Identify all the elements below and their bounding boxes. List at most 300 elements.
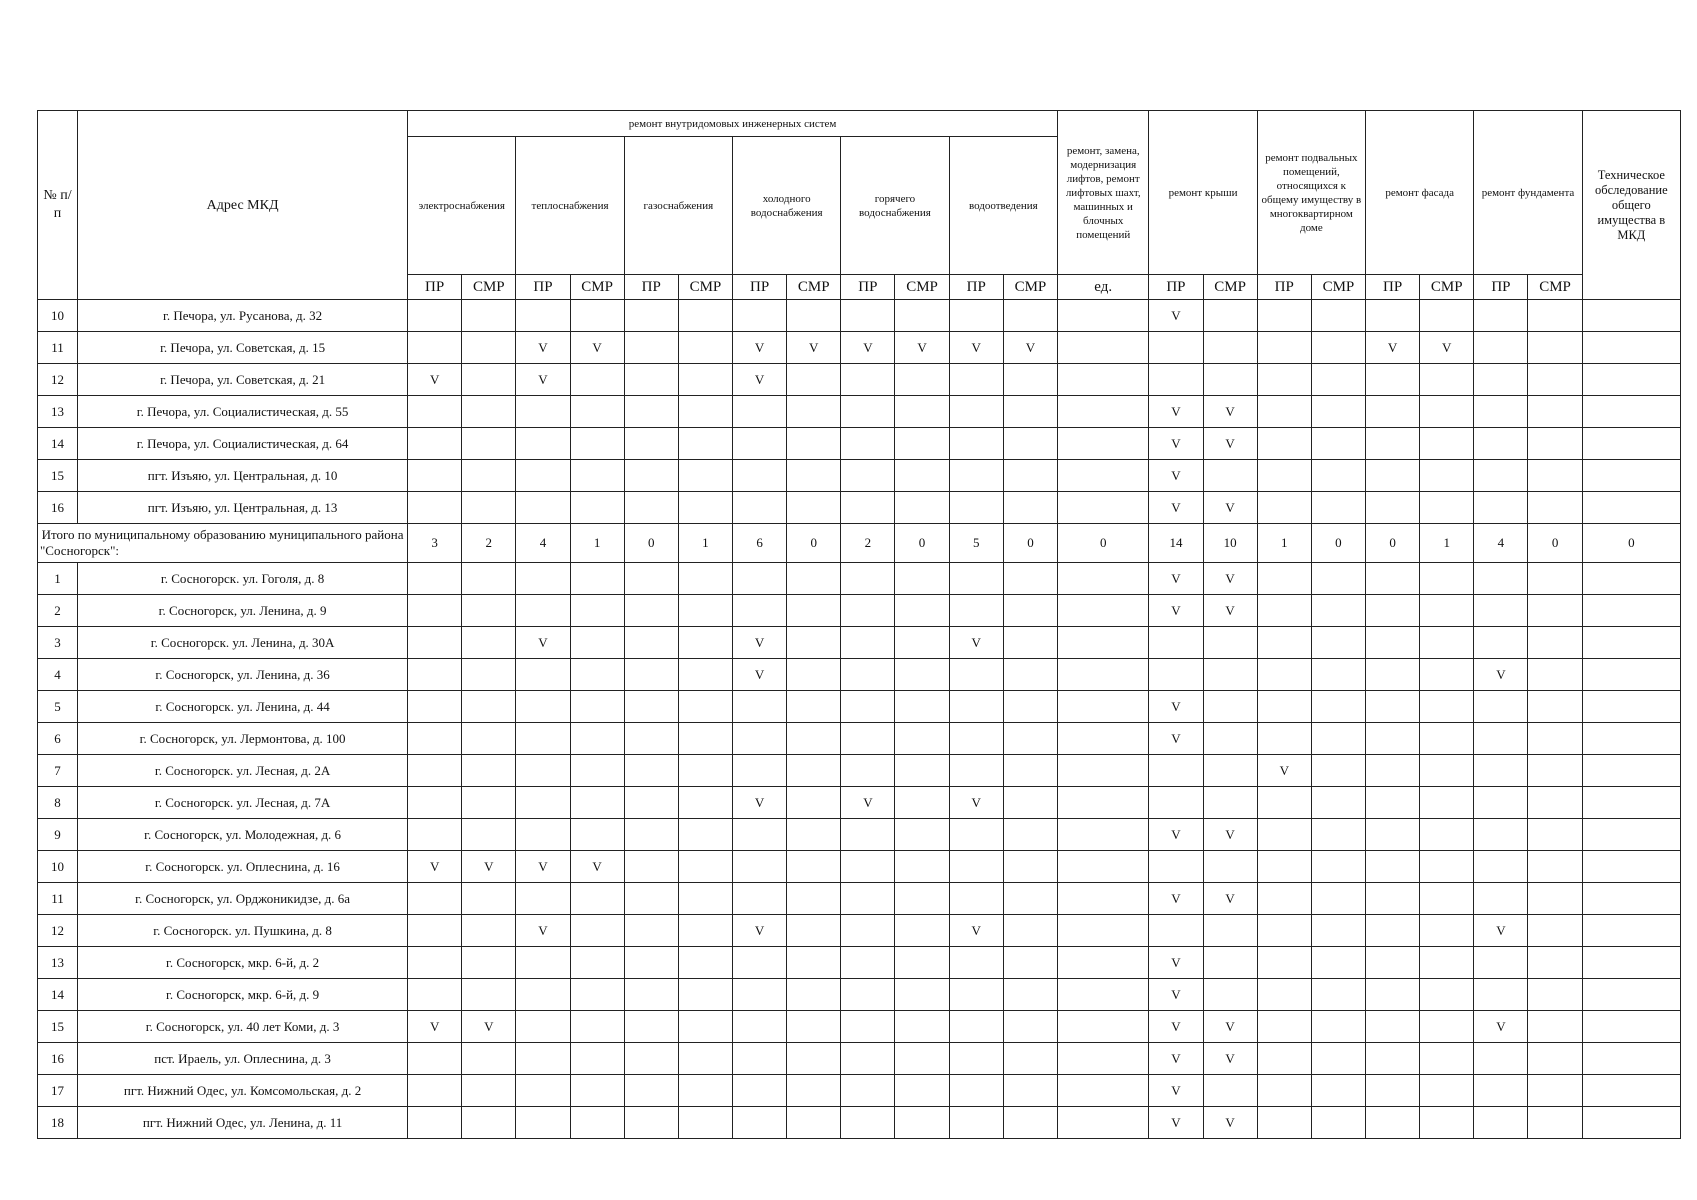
- mark-cell: V: [516, 627, 570, 659]
- mark-cell: [462, 691, 516, 723]
- mark-cell: [1582, 563, 1680, 595]
- mark-cell: [1257, 691, 1311, 723]
- mark-cell: [949, 755, 1003, 787]
- mark-cell: [1582, 300, 1680, 332]
- mark-cell: [624, 883, 678, 915]
- mark-cell: [1528, 364, 1582, 396]
- mark-cell: [678, 659, 732, 691]
- mark-cell: V: [949, 627, 1003, 659]
- mark-cell: [1474, 364, 1528, 396]
- mark-cell: [1582, 851, 1680, 883]
- mark-cell: [1366, 1075, 1420, 1107]
- table-row: [38, 595, 1681, 627]
- mark-cell: [895, 659, 949, 691]
- subheader-smr: СМР: [678, 275, 732, 300]
- mark-cell: [570, 460, 624, 492]
- mark-cell: [1311, 396, 1365, 428]
- row-number: 14: [38, 428, 78, 460]
- mark-cell: [1203, 851, 1257, 883]
- mark-cell: [949, 563, 1003, 595]
- mark-cell: [1582, 979, 1680, 1011]
- mark-cell: [949, 723, 1003, 755]
- subheader-pr: ПР: [949, 275, 1003, 300]
- mark-cell: [1311, 460, 1365, 492]
- mark-cell: [1003, 979, 1057, 1011]
- mark-cell: V: [949, 332, 1003, 364]
- row-number: 15: [38, 1011, 78, 1043]
- total-value: 4: [1474, 524, 1528, 563]
- mark-cell: [787, 915, 841, 947]
- table-row: [38, 723, 1681, 755]
- mark-cell: [1003, 883, 1057, 915]
- mark-cell: [1003, 492, 1057, 524]
- mark-cell: [949, 428, 1003, 460]
- table-row: [38, 428, 1681, 460]
- mark-cell: [1420, 492, 1474, 524]
- mark-cell: [570, 723, 624, 755]
- mark-cell: [1311, 332, 1365, 364]
- mark-cell: [895, 1011, 949, 1043]
- mark-cell: [570, 947, 624, 979]
- mark-cell: [1058, 563, 1149, 595]
- total-value: 1: [570, 524, 624, 563]
- mark-cell: V: [1149, 460, 1203, 492]
- mark-cell: [408, 723, 462, 755]
- table-row: [38, 563, 1681, 595]
- mark-cell: V: [408, 851, 462, 883]
- mark-cell: [1003, 460, 1057, 492]
- mark-cell: [516, 300, 570, 332]
- mark-cell: [1366, 396, 1420, 428]
- mark-cell: [895, 787, 949, 819]
- mark-cell: [462, 883, 516, 915]
- mark-cell: [1203, 659, 1257, 691]
- mark-cell: [462, 595, 516, 627]
- mark-cell: [678, 883, 732, 915]
- mark-cell: [1420, 563, 1474, 595]
- mark-cell: [949, 659, 1003, 691]
- mark-cell: [624, 723, 678, 755]
- mark-cell: [570, 492, 624, 524]
- mark-cell: [570, 787, 624, 819]
- mark-cell: V: [841, 332, 895, 364]
- row-address: г. Сосногорск. ул. Лесная, д. 7А: [78, 787, 408, 819]
- mark-cell: [1257, 883, 1311, 915]
- mark-cell: [895, 460, 949, 492]
- mark-cell: [408, 947, 462, 979]
- mark-cell: [1058, 883, 1149, 915]
- mark-cell: [570, 915, 624, 947]
- subheader-smr: СМР: [895, 275, 949, 300]
- header-roof: ремонт крыши: [1149, 111, 1257, 275]
- mark-cell: [408, 332, 462, 364]
- mark-cell: V: [1003, 332, 1057, 364]
- mark-cell: [516, 1043, 570, 1075]
- mark-cell: [1311, 428, 1365, 460]
- mark-cell: [949, 1043, 1003, 1075]
- table-body: [38, 300, 1681, 1139]
- total-value: 0: [1058, 524, 1149, 563]
- mark-cell: [1474, 332, 1528, 364]
- mark-cell: [1058, 819, 1149, 851]
- mark-cell: [1058, 947, 1149, 979]
- mark-cell: [1528, 595, 1582, 627]
- mark-cell: [1058, 1011, 1149, 1043]
- mark-cell: [1366, 947, 1420, 979]
- mark-cell: [1420, 755, 1474, 787]
- mark-cell: [1366, 460, 1420, 492]
- mark-cell: [678, 1075, 732, 1107]
- mark-cell: [1149, 915, 1203, 947]
- mark-cell: [1257, 787, 1311, 819]
- mark-cell: [1203, 332, 1257, 364]
- mark-cell: [1582, 332, 1680, 364]
- mark-cell: [1058, 460, 1149, 492]
- subheader-pr: ПР: [1257, 275, 1311, 300]
- mark-cell: [1528, 492, 1582, 524]
- mark-cell: V: [733, 915, 787, 947]
- mark-cell: V: [1203, 1107, 1257, 1139]
- mark-cell: [462, 364, 516, 396]
- mark-cell: [624, 659, 678, 691]
- mark-cell: [1311, 595, 1365, 627]
- mark-cell: [516, 492, 570, 524]
- mark-cell: [1257, 819, 1311, 851]
- row-address: г. Печора, ул. Советская, д. 15: [78, 332, 408, 364]
- mark-cell: [462, 1075, 516, 1107]
- mark-cell: [1528, 332, 1582, 364]
- mark-cell: [733, 563, 787, 595]
- mark-cell: [570, 819, 624, 851]
- mark-cell: [624, 1011, 678, 1043]
- mark-cell: [1474, 396, 1528, 428]
- row-address: г. Сосногорск. ул. Пушкина, д. 8: [78, 915, 408, 947]
- mark-cell: [624, 979, 678, 1011]
- mark-cell: [1149, 755, 1203, 787]
- mark-cell: [1257, 979, 1311, 1011]
- mark-cell: [1366, 563, 1420, 595]
- row-number: 7: [38, 755, 78, 787]
- mark-cell: [678, 787, 732, 819]
- mark-cell: [516, 1011, 570, 1043]
- mark-cell: [895, 851, 949, 883]
- mark-cell: [733, 300, 787, 332]
- mark-cell: [1528, 723, 1582, 755]
- mark-cell: [1366, 915, 1420, 947]
- mark-cell: [787, 723, 841, 755]
- mark-cell: [570, 691, 624, 723]
- row-number: 16: [38, 492, 78, 524]
- mark-cell: [678, 1011, 732, 1043]
- mark-cell: V: [1149, 883, 1203, 915]
- mark-cell: [624, 396, 678, 428]
- mark-cell: V: [1203, 396, 1257, 428]
- mark-cell: [516, 691, 570, 723]
- mark-cell: [841, 659, 895, 691]
- mark-cell: [1058, 428, 1149, 460]
- mark-cell: [787, 851, 841, 883]
- mark-cell: [1528, 787, 1582, 819]
- mark-cell: [1366, 300, 1420, 332]
- mark-cell: [624, 595, 678, 627]
- mark-cell: [1003, 787, 1057, 819]
- mark-cell: V: [1149, 396, 1203, 428]
- mark-cell: [624, 364, 678, 396]
- mark-cell: [1058, 396, 1149, 428]
- header-num: № п/п: [38, 111, 78, 300]
- table-row: [38, 915, 1681, 947]
- mark-cell: [462, 1107, 516, 1139]
- total-value: 3: [408, 524, 462, 563]
- mark-cell: [570, 300, 624, 332]
- mark-cell: [1528, 915, 1582, 947]
- mark-cell: [1058, 755, 1149, 787]
- subheader-pr: ПР: [1366, 275, 1420, 300]
- mark-cell: [949, 851, 1003, 883]
- mark-cell: [1311, 691, 1365, 723]
- mark-cell: [678, 595, 732, 627]
- mark-cell: [1582, 947, 1680, 979]
- mark-cell: V: [462, 1011, 516, 1043]
- mark-cell: [1582, 659, 1680, 691]
- mark-cell: [841, 1107, 895, 1139]
- table-row: [38, 755, 1681, 787]
- mark-cell: [1528, 979, 1582, 1011]
- mark-cell: [624, 1075, 678, 1107]
- mark-cell: [1582, 1075, 1680, 1107]
- mark-cell: [1420, 851, 1474, 883]
- row-number: 3: [38, 627, 78, 659]
- mark-cell: [1257, 492, 1311, 524]
- mark-cell: [1311, 851, 1365, 883]
- mark-cell: V: [570, 332, 624, 364]
- mark-cell: V: [1149, 563, 1203, 595]
- subheader-pr: ПР: [516, 275, 570, 300]
- row-address: пст. Ираель, ул. Оплеснина, д. 3: [78, 1043, 408, 1075]
- mark-cell: [1528, 691, 1582, 723]
- mark-cell: [1058, 691, 1149, 723]
- mark-cell: [949, 1011, 1003, 1043]
- mark-cell: [1311, 659, 1365, 691]
- mark-cell: [1528, 947, 1582, 979]
- mark-cell: [1058, 659, 1149, 691]
- total-value: 0: [1003, 524, 1057, 563]
- mark-cell: [1420, 428, 1474, 460]
- mark-cell: [408, 1107, 462, 1139]
- mark-cell: [408, 691, 462, 723]
- mark-cell: [462, 723, 516, 755]
- mark-cell: [895, 1043, 949, 1075]
- mark-cell: [408, 595, 462, 627]
- mark-cell: [1058, 915, 1149, 947]
- mark-cell: [462, 300, 516, 332]
- mark-cell: [1257, 332, 1311, 364]
- mark-cell: V: [516, 332, 570, 364]
- mark-cell: V: [1203, 492, 1257, 524]
- mark-cell: V: [1474, 659, 1528, 691]
- mark-cell: [462, 659, 516, 691]
- mark-cell: [841, 364, 895, 396]
- mark-cell: [678, 947, 732, 979]
- mark-cell: [1058, 627, 1149, 659]
- mark-cell: [841, 396, 895, 428]
- header-intra-systems: ремонт внутридомовых инженерных систем: [408, 111, 1058, 137]
- table-row: [38, 947, 1681, 979]
- total-value: 0: [895, 524, 949, 563]
- mark-cell: [1257, 396, 1311, 428]
- mark-cell: [841, 627, 895, 659]
- mark-cell: [408, 1043, 462, 1075]
- mark-cell: [1203, 364, 1257, 396]
- mark-cell: [1420, 787, 1474, 819]
- mark-cell: [1420, 460, 1474, 492]
- total-row: [38, 524, 1681, 563]
- mark-cell: [1257, 1075, 1311, 1107]
- mark-cell: [408, 492, 462, 524]
- mark-cell: [1420, 1075, 1474, 1107]
- table-row: [38, 332, 1681, 364]
- header-foundation: ремонт фундамента: [1474, 111, 1582, 275]
- total-value: 14: [1149, 524, 1203, 563]
- mark-cell: [678, 915, 732, 947]
- total-value: 0: [1582, 524, 1680, 563]
- table-row: [38, 1011, 1681, 1043]
- subheader-pr: ПР: [841, 275, 895, 300]
- mark-cell: [1058, 1107, 1149, 1139]
- mark-cell: [1257, 428, 1311, 460]
- mark-cell: [1420, 915, 1474, 947]
- mark-cell: [841, 460, 895, 492]
- row-number: 12: [38, 364, 78, 396]
- row-number: 9: [38, 819, 78, 851]
- mark-cell: [1366, 1107, 1420, 1139]
- table-row: [38, 627, 1681, 659]
- mark-cell: [1582, 396, 1680, 428]
- mark-cell: V: [570, 851, 624, 883]
- mark-cell: [678, 627, 732, 659]
- mark-cell: [1528, 460, 1582, 492]
- mark-cell: [1474, 691, 1528, 723]
- mark-cell: [1474, 627, 1528, 659]
- mark-cell: [1003, 819, 1057, 851]
- mark-cell: [895, 819, 949, 851]
- mark-cell: [949, 1075, 1003, 1107]
- mark-cell: [570, 659, 624, 691]
- mark-cell: V: [1149, 1075, 1203, 1107]
- mark-cell: [1420, 979, 1474, 1011]
- subheader-pr: ПР: [733, 275, 787, 300]
- mark-cell: [1311, 563, 1365, 595]
- mark-cell: [895, 691, 949, 723]
- total-value: 6: [733, 524, 787, 563]
- header-elevators: ремонт, замена, модернизация лифтов, ремонт лифтовых шахт, машинных и блочных помещений: [1058, 111, 1149, 275]
- mark-cell: [1058, 979, 1149, 1011]
- mark-cell: [1203, 723, 1257, 755]
- subheader-smr: СМР: [1528, 275, 1582, 300]
- mark-cell: [516, 1075, 570, 1107]
- mark-cell: [1528, 1107, 1582, 1139]
- mark-cell: V: [1203, 819, 1257, 851]
- mark-cell: [678, 755, 732, 787]
- mark-cell: [570, 627, 624, 659]
- mark-cell: [1058, 332, 1149, 364]
- mark-cell: V: [1149, 595, 1203, 627]
- mark-cell: [895, 947, 949, 979]
- mark-cell: [516, 460, 570, 492]
- mark-cell: [1366, 1043, 1420, 1075]
- total-value: 2: [841, 524, 895, 563]
- total-value: 0: [1311, 524, 1365, 563]
- row-address: г. Сосногорск. ул. Оплеснина, д. 16: [78, 851, 408, 883]
- mark-cell: [678, 563, 732, 595]
- row-number: 5: [38, 691, 78, 723]
- row-address: г. Сосногорск, ул. Лермонтова, д. 100: [78, 723, 408, 755]
- subheader-pr: ПР: [624, 275, 678, 300]
- mark-cell: V: [733, 659, 787, 691]
- mark-cell: [1474, 563, 1528, 595]
- mark-cell: V: [1149, 492, 1203, 524]
- row-address: г. Сосногорск, ул. Орджоникидзе, д. 6а: [78, 883, 408, 915]
- mark-cell: [787, 428, 841, 460]
- mark-cell: [1582, 1107, 1680, 1139]
- mark-cell: [841, 300, 895, 332]
- mark-cell: [1474, 492, 1528, 524]
- mark-cell: [1311, 1043, 1365, 1075]
- subheader-smr: СМР: [1311, 275, 1365, 300]
- mark-cell: [570, 1043, 624, 1075]
- mark-cell: [1366, 595, 1420, 627]
- subheader-smr: СМР: [570, 275, 624, 300]
- mark-cell: [1311, 723, 1365, 755]
- mark-cell: [408, 627, 462, 659]
- mark-cell: [1149, 787, 1203, 819]
- mark-cell: [1366, 787, 1420, 819]
- mark-cell: [733, 1075, 787, 1107]
- mark-cell: [1003, 595, 1057, 627]
- mark-cell: [1058, 787, 1149, 819]
- mark-cell: [1474, 723, 1528, 755]
- row-address: г. Сосногорск. ул. Ленина, д. 30А: [78, 627, 408, 659]
- mark-cell: [787, 595, 841, 627]
- mark-cell: [624, 819, 678, 851]
- mark-cell: V: [1149, 428, 1203, 460]
- mark-cell: [949, 947, 1003, 979]
- mark-cell: [787, 1011, 841, 1043]
- mark-cell: [1003, 1075, 1057, 1107]
- mark-cell: [1311, 627, 1365, 659]
- mark-cell: [787, 819, 841, 851]
- row-number: 13: [38, 947, 78, 979]
- mark-cell: [841, 691, 895, 723]
- row-address: г. Сосногорск, мкр. 6-й, д. 2: [78, 947, 408, 979]
- mark-cell: [841, 428, 895, 460]
- mark-cell: [1203, 787, 1257, 819]
- table-row: [38, 1075, 1681, 1107]
- subheader-smr: СМР: [1420, 275, 1474, 300]
- mark-cell: V: [1474, 1011, 1528, 1043]
- mark-cell: [408, 819, 462, 851]
- mark-cell: [949, 396, 1003, 428]
- mark-cell: [1058, 595, 1149, 627]
- mark-cell: [841, 883, 895, 915]
- mark-cell: [1474, 460, 1528, 492]
- mark-cell: [1257, 300, 1311, 332]
- mark-cell: [462, 460, 516, 492]
- mark-cell: [1420, 364, 1474, 396]
- mark-cell: [678, 396, 732, 428]
- mark-cell: [1203, 300, 1257, 332]
- total-value: 0: [1366, 524, 1420, 563]
